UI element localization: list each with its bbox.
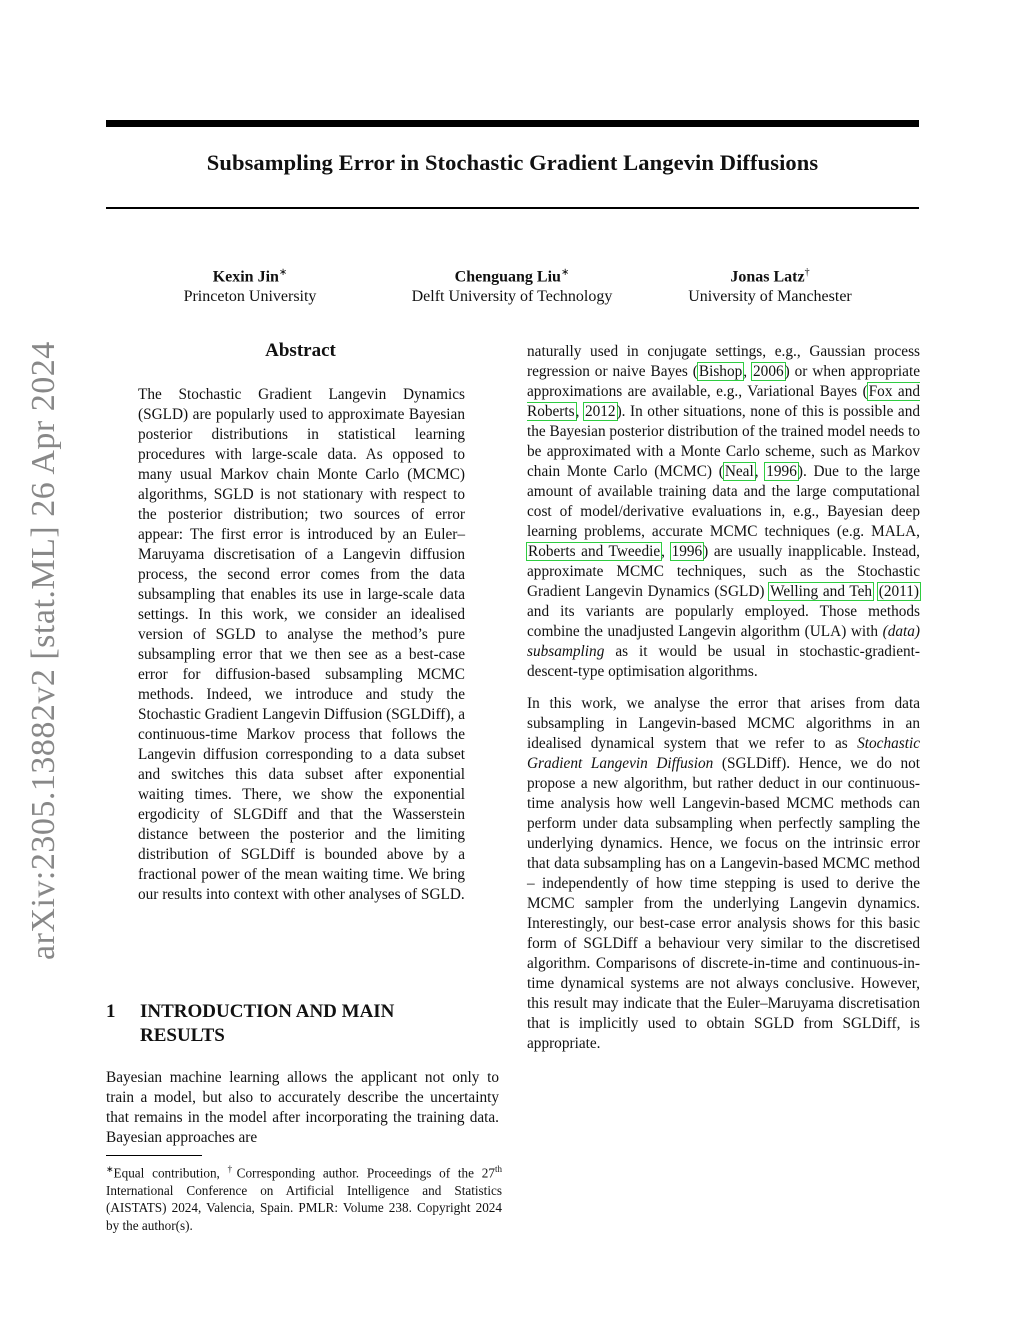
footnote-mark: ∗ [106,1164,114,1174]
citation-link[interactable]: 2006 [753,363,784,380]
text-run: ) or when appropriate approximations are available, e.g., Variational Bayes ( [527,363,920,400]
title-top-rule [106,120,919,127]
text-run: , [743,363,753,380]
citation-link[interactable]: Bishop [698,363,743,380]
citation-link[interactable]: Welling and Teh [770,583,873,600]
author-mark: † [804,267,810,278]
intro-paragraph: Bayesian machine learning allows the applicant not only to train a model, but also to accurately describe the uncertainty that remains in the model after incorporating the training data. Bayesian approaches are [106,1069,499,1146]
author-block [150,263,350,307]
paper-title: Subsampling Error in Stochastic Gradient Langevin Diffusions [206,150,819,175]
citation-link[interactable]: (2011) [878,583,919,600]
footnote-text: Equal contribution, [113,1165,228,1181]
section-heading [106,1000,486,1048]
text-run: , [754,463,766,480]
footnote-text: International Conference on Artificial Intelligence and Statistics (AISTATS) 2024, Valencia, Spain. PMLR: Volume 238. Copyright 2024 by the author(s). [106,1182,502,1233]
author-mark: ∗ [560,267,570,278]
paragraph [527,342,920,682]
author-block [392,263,632,307]
footnote-mark: † [227,1164,237,1174]
italic-text: (data) subsampling [527,623,920,660]
citation-link[interactable]: Fox and Roberts [527,383,920,420]
abstract-heading: Abstract [265,340,336,361]
text-run: (SGLDiff). Hence, we do not propose a new algorithm, but rather deduct in our continuous-time analysis how well Langevin-based MCMC methods can perform under data subsampling when perfectly sampling the underlying dynamics. Hence, we focus on the intrinsic error that data subsampling has on a Langevin-based MCMC method – independently of how time stepping is used to derive the MCMC sampler from the underlying Langevin dynamics. Interestingly, our best-case error analysis shows for this basic form of SGLDiff a behaviour very similar to the discretised algorithm. Comparisons of discrete-in-time and continuous-in-time dynamical systems are not always conclusive. However, this result may indicate that the Euler–Maruyama discretisation that is implicitly used to obtain SGLD from SGLDiff, is appropriate. [527,755,920,1052]
footnote-superscript: th [495,1164,503,1174]
author-affiliation: Delft University of Technology [411,288,613,306]
author-name: Jonas Latz [730,268,805,286]
italic-text: Stochastic Gradient Langevin Diffusion [527,735,920,772]
text-run: and its variants are popularly employed. Those methods combine the unadjusted Langevin algorithm (ULA) with [527,603,920,640]
text-run: ). In other situations, none of this is possible and the Bayesian posterior distribution of the trained model needs to be approximated with a Monte Carlo scheme, such as Markov chain Monte Carlo (MCMC) ( [527,403,920,480]
author-affiliation: Princeton University [183,288,317,306]
abstract-text: The Stochastic Gradient Langevin Dynamics (SGLD) are popularly used to approximate Bayesian posterior distributions in statistical learning procedures with large-scale data. As opposed to many usual Markov chain Monte Carlo (MCMC) algorithms, SGLD is not stationary with respect to the posterior distribution; two sources of error appear: The first error is introduced by an Euler–Maruyama discretisation of a Langevin diffusion process, the second error comes from the data subsampling that enables its use in large-scale data settings. In this work, we consider an idealised version of SGLD to analyse the method’s pure subsampling error that we then see as a best-case error for diffusion-based subsampling MCMC methods. Indeed, we introduce and study the Stochastic Gradient Langevin Diffusion (SGLDiff), a continuous-time Markov process that follows the Langevin diffusion corresponding to a data subset and switches this data subset after exponential waiting times. There, we show the exponential ergodicity of SLGDiff and that the Wasserstein distance between the posterior and the limiting distribution of SGLDiff is bounded above by a fractional power of the mean waiting time. We bring our results into context with other analyses of SGLD. [138,386,465,903]
citation-link[interactable]: 1996 [671,543,703,560]
footnote-text: Corresponding author. Proceedings of the 27 [236,1165,495,1181]
author-name: Kexin Jin [212,268,279,286]
text-run: as it would be usual in stochastic-gradient-descent-type optimisation algorithms. [527,643,920,680]
title-bottom-rule [106,207,919,209]
author-block [665,263,875,307]
author-mark: ∗ [278,267,288,278]
section-number: 1 [106,1001,116,1022]
author-affiliation: University of Manchester [688,288,852,306]
footnote [106,1161,502,1234]
citation-link[interactable]: Roberts and Tweedie [528,543,661,560]
text-run: In this work, we analyse the error that arises from data subsampling in Langevin-based MCMC algorithms in an idealised dynamical system that we refer to as [527,695,920,752]
paragraph [527,694,920,1054]
text-run: naturally used in conjugate settings, e.g., Gaussian process regression or naive Bayes ( [527,343,920,380]
citation-link[interactable]: 2012 [584,403,616,420]
footnote-rule [106,1155,202,1156]
arxiv-identifier: arXiv:2305.13882v2 [stat.ML] 26 Apr 2024 [25,341,62,960]
right-column [527,342,920,1066]
citation-link[interactable]: 1996 [766,463,797,480]
citation-link[interactable]: Neal [724,463,754,480]
author-name: Chenguang Liu [454,268,561,286]
text-run: , [575,403,584,420]
text-run: ). Due to the large amount of available training data and the large computational cost of model/derivative evaluations in, e.g., Bayesian deep learning problems, accurate MCMC techniques (e.g. MALA, [527,463,920,540]
text-run: , [661,543,671,560]
section-title: INTRODUCTION AND MAIN RESULTS [140,1001,395,1046]
text-run: ) are usually inapplicable. Instead, approximate MCMC techniques, such as the Stochastic Gradient Langevin Dynamics (SGLD) [527,543,920,600]
